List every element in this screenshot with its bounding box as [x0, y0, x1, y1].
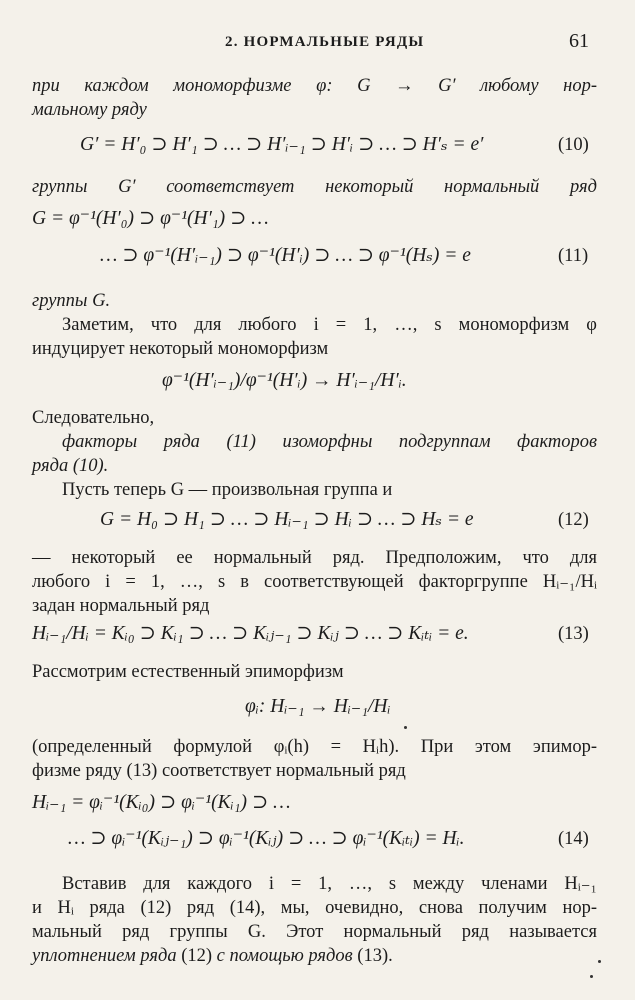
equation-number-10: (10) — [558, 135, 589, 155]
equation-number-11: (11) — [558, 246, 589, 266]
ref-12: (12) — [176, 946, 217, 966]
text-line-6: индуцирует некоторый мономорфизм — [32, 339, 329, 359]
text-line-7: Следовательно, — [32, 408, 155, 428]
formula-13: Hᵢ₋₁/Hᵢ = Kᵢ₀ ⊃ Kᵢ₁ ⊃ … ⊃ Kᵢⱼ₋₁ ⊃ Kᵢⱼ ⊃ … ⊃ Kᵢₜᵢ = e. — [32, 623, 469, 644]
text-line-5: Заметим, что для любого i = 1, …, s мономорфизм φ — [62, 315, 597, 335]
formula-12: G = H₀ ⊃ H₁ ⊃ … ⊃ Hᵢ₋₁ ⊃ Hᵢ ⊃ … ⊃ Hₛ = e — [100, 509, 474, 530]
equation-number-12: (12) — [558, 510, 589, 530]
ink-speck — [590, 975, 593, 978]
term-densification: уплотнением ряда — [32, 946, 177, 966]
ref-13: (13). — [352, 946, 393, 966]
formula-11-part-1: G = φ⁻¹(H′₀) ⊃ φ⁻¹(H′₁) ⊃ … — [32, 208, 269, 229]
formula-epimorphism: φᵢ: Hᵢ₋₁ → Hᵢ₋₁/Hᵢ — [245, 696, 391, 717]
text-line-2: мальному ряду — [32, 100, 147, 120]
text-line-10: Пусть теперь G — произвольная группа и — [62, 480, 393, 500]
text-line-18: и Hᵢ ряда (12) ряд (14), мы, очевидно, снова получим нор- — [32, 898, 597, 918]
formula-10: G′ = H′₀ ⊃ H′₁ ⊃ … ⊃ H′ᵢ₋₁ ⊃ H′ᵢ ⊃ … ⊃ H′ₛ = e′ — [80, 134, 484, 155]
text-line-14: Рассмотрим естественный эпиморфизм — [32, 662, 344, 682]
text-line-8: факторы ряда (11) изоморфны подгруппам факторов — [62, 432, 597, 452]
ink-speck — [598, 960, 601, 963]
formula-14-part-1: Hᵢ₋₁ = φᵢ⁻¹(Kᵢ₀) ⊃ φᵢ⁻¹(Kᵢ₁) ⊃ … — [32, 792, 291, 813]
text-line-9: ряда (10). — [32, 456, 109, 476]
text-line-13: задан нормальный ряд — [32, 596, 210, 616]
equation-number-14: (14) — [558, 829, 589, 849]
text-line-20 — [32, 944, 597, 968]
formula-isomorphism: φ⁻¹(H′ᵢ₋₁)/φ⁻¹(H′ᵢ) → H′ᵢ₋₁/H′ᵢ. — [162, 370, 407, 391]
text-line-4: группы G. — [32, 291, 111, 311]
term-by-series: с помощью рядов — [216, 946, 353, 966]
ink-speck — [404, 726, 407, 729]
page-number: 61 — [569, 30, 589, 52]
text-line-12: любого i = 1, …, s в соответствующей факторгруппе Hᵢ₋₁/Hᵢ — [32, 572, 597, 592]
equation-number-13: (13) — [558, 624, 589, 644]
formula-11-part-2: … ⊃ φ⁻¹(H′ᵢ₋₁) ⊃ φ⁻¹(H′ᵢ) ⊃ … ⊃ φ⁻¹(Hₛ) = e — [100, 245, 471, 266]
text-line-15: (определенный формулой φᵢ(h) = Hᵢh). При этом эпимор- — [32, 737, 597, 757]
page-header — [0, 30, 635, 56]
running-head: 2. НОРМАЛЬНЫЕ РЯДЫ — [225, 34, 425, 50]
text-line-11: — некоторый ее нормальный ряд. Предположим, что для — [32, 548, 597, 568]
text-line-19: мальный ряд группы G. Этот нормальный ряд называется — [32, 922, 597, 942]
text-line-17: Вставив для каждого i = 1, …, s между членами Hᵢ₋₁ — [62, 874, 597, 894]
text-line-1: при каждом мономорфизме φ: G → G′ любому нор- — [32, 76, 597, 96]
text-line-3: группы G′ соответствует некоторый нормальный ряд — [32, 177, 597, 197]
text-line-16: физме ряду (13) соответствует нормальный ряд — [32, 761, 406, 781]
formula-14-part-2: … ⊃ φᵢ⁻¹(Kᵢⱼ₋₁) ⊃ φᵢ⁻¹(Kᵢⱼ) ⊃ … ⊃ φᵢ⁻¹(Kᵢₜᵢ) = Hᵢ. — [68, 828, 465, 849]
